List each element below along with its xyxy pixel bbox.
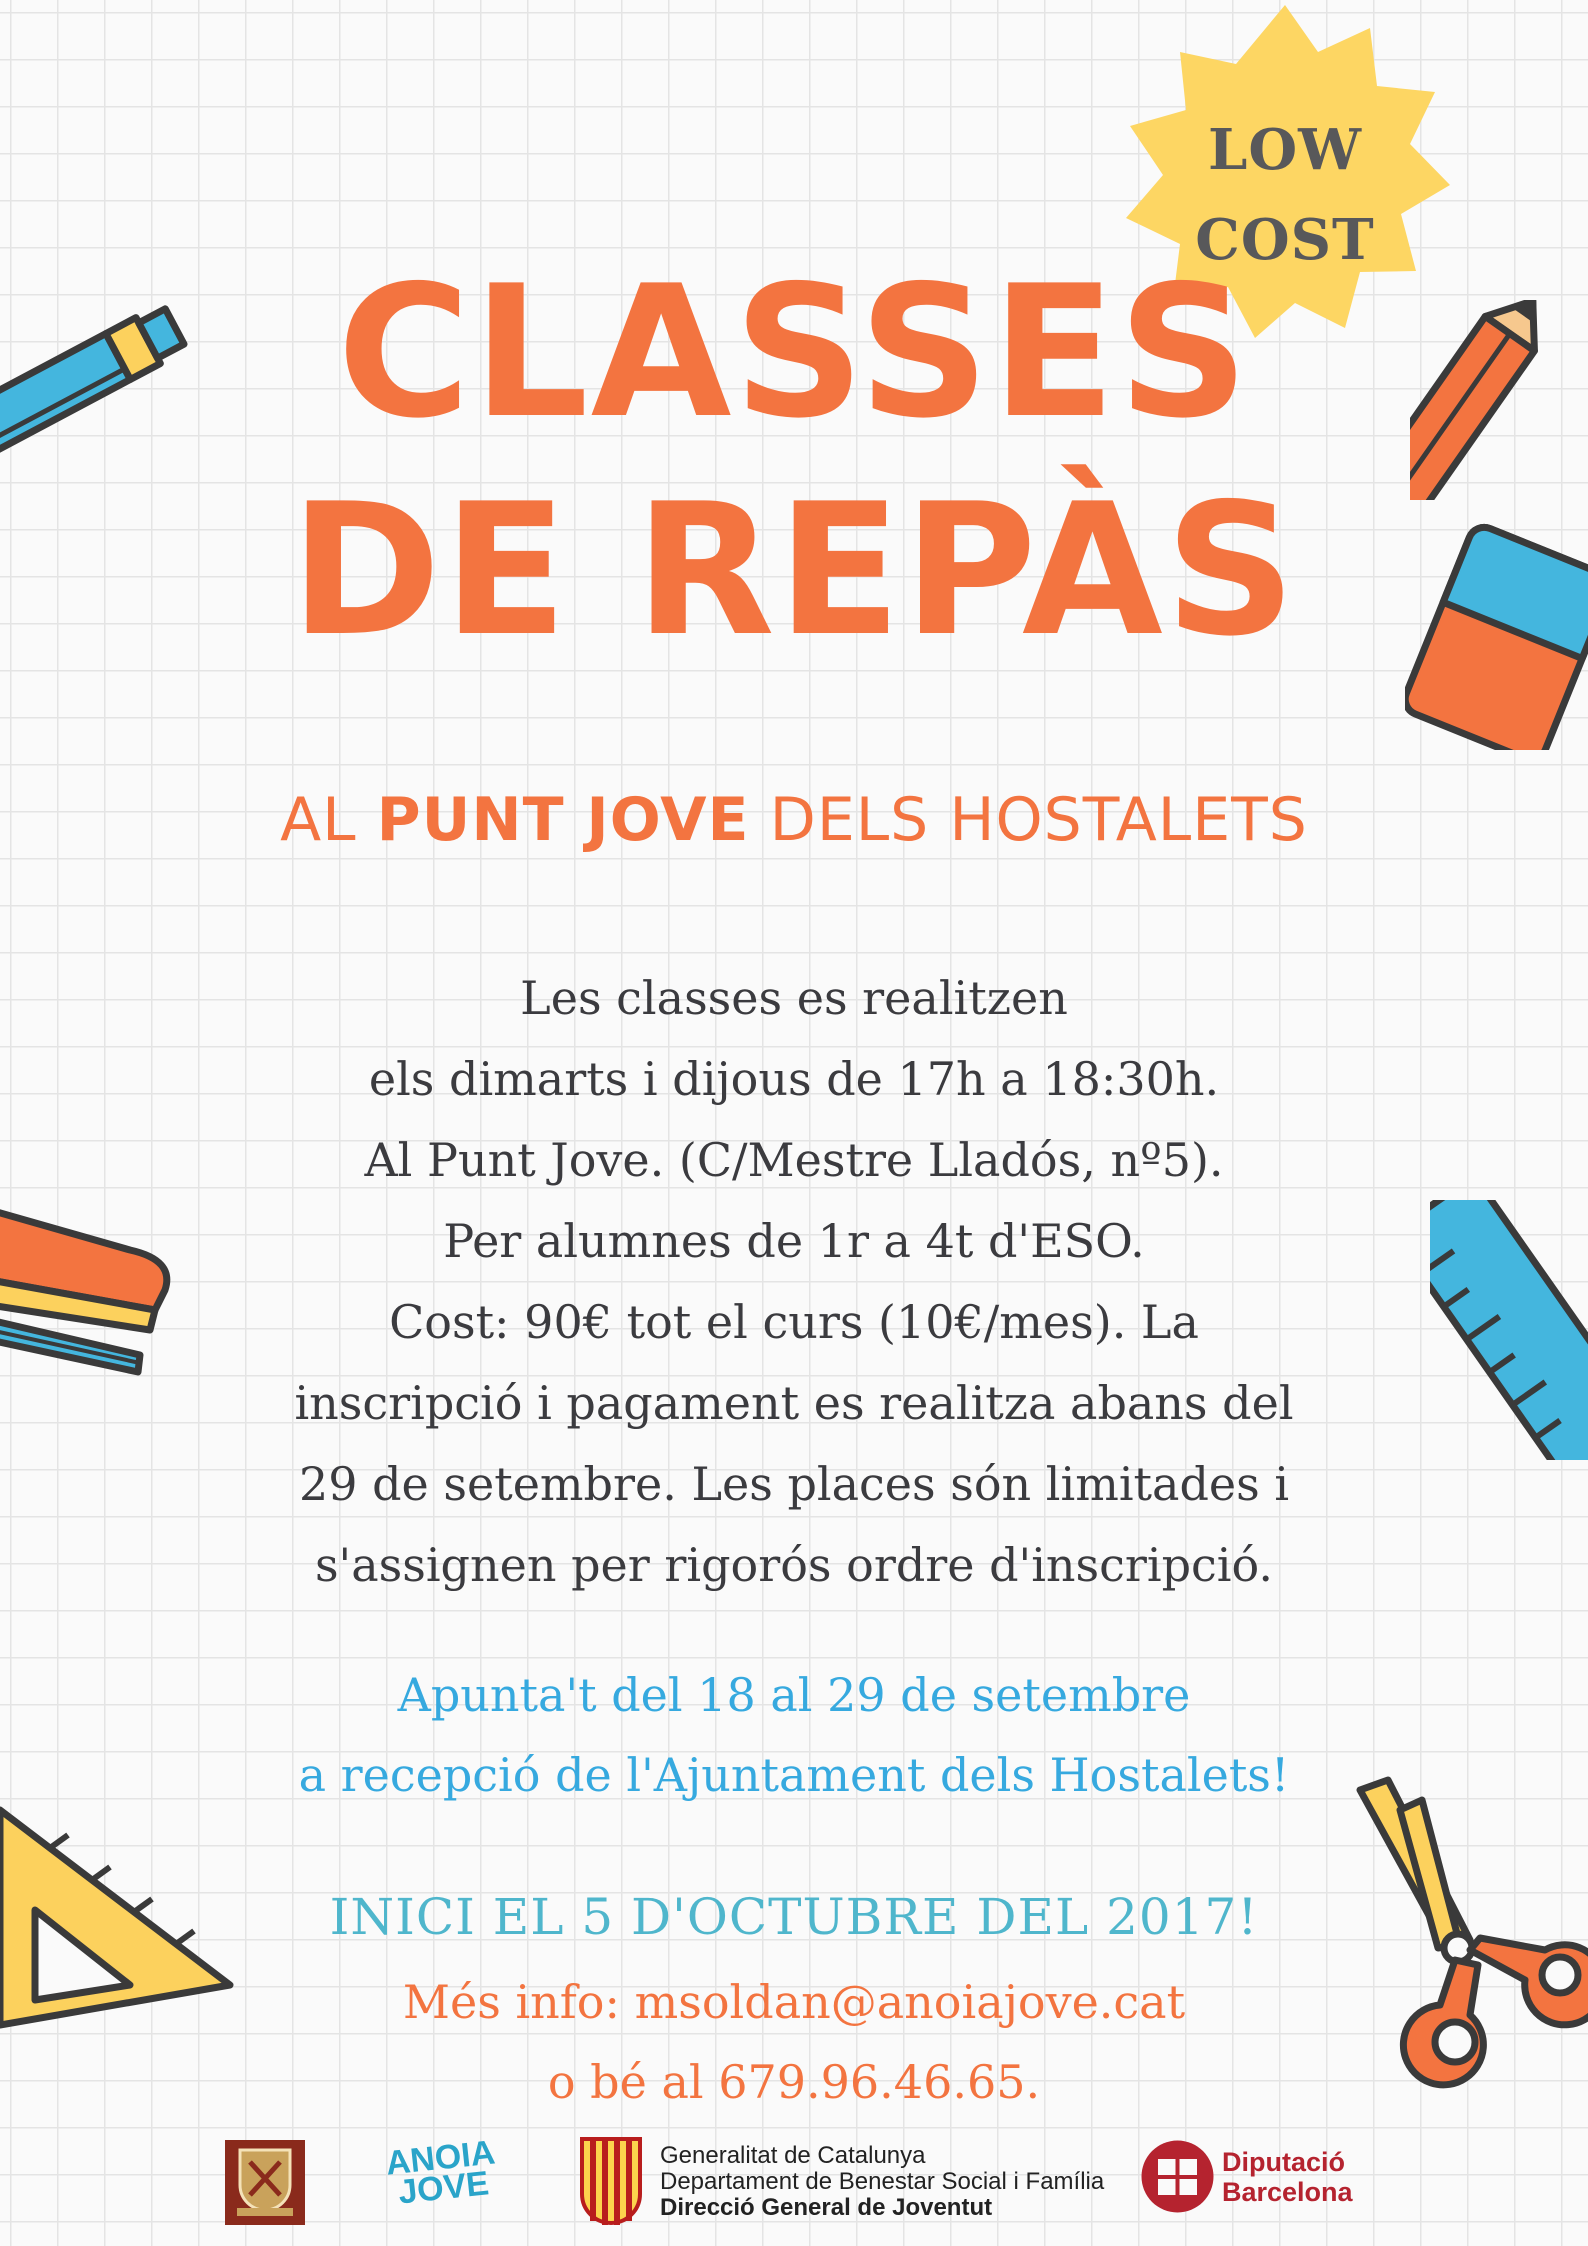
body-line: Per alumnes de 1r a 4t d'ESO. <box>443 1214 1145 1268</box>
body-line: Les classes es realitzen <box>520 971 1068 1025</box>
body-line: els dimarts i dijous de 17h a 18:30h. <box>368 1052 1220 1106</box>
generalitat-text <box>660 2143 1104 2221</box>
body-line: s'assignen per rigorós ordre d'inscripció. <box>314 1538 1274 1592</box>
signup-text <box>0 1655 1588 1815</box>
body-line: Al Punt Jove. (C/Mestre Lladós, nº5). <box>364 1133 1224 1187</box>
generalitat-line-2: Departament de Benestar Social i Família <box>660 2168 1105 2195</box>
subtitle-suffix: DELS HOSTALETS <box>769 785 1308 855</box>
generalitat-line-3: Direcció General de Joventut <box>660 2194 993 2221</box>
body-text <box>0 958 1588 1606</box>
subtitle <box>0 780 1588 860</box>
body-line: inscripció i pagament es realitza abans del <box>294 1376 1294 1430</box>
info-email-line[interactable]: Més info: msoldan@anoiajove.cat <box>402 1975 1186 2029</box>
diputacio-text <box>1222 2147 1353 2207</box>
signup-line-1: Apunta't del 18 al 29 de setembre <box>397 1668 1191 1722</box>
signup-line-2: a recepció de l'Ajuntament dels Hostalets! <box>298 1748 1290 1802</box>
ajuntament-coat-of-arms-icon <box>225 2140 305 2225</box>
diputacio-line-2: Barcelona <box>1222 2177 1353 2207</box>
generalitat-shield-icon <box>580 2137 642 2227</box>
subtitle-highlight: PUNT JOVE <box>376 785 750 855</box>
badge-line-1: LOW <box>1207 117 1363 183</box>
start-date: INICI EL 5 D'OCTUBRE DEL 2017! <box>329 1888 1259 1946</box>
body-line: 29 de setembre. Les places són limitades i <box>298 1457 1290 1511</box>
title-line-1: CLASSES <box>337 246 1251 458</box>
title-line-2: DE REPÀS <box>290 464 1298 676</box>
badge-line-2: COST <box>1195 207 1375 273</box>
diputacio-line-1: Diputació <box>1222 2147 1346 2177</box>
body-line: Cost: 90€ tot el curs (10€/mes). La <box>389 1295 1199 1349</box>
info-phone-line[interactable]: o bé al 679.96.46.65. <box>547 2055 1041 2109</box>
contact-info <box>0 1962 1588 2122</box>
anoia-jove-logo: ANOIA JOVE <box>383 2133 497 2212</box>
generalitat-line-1: Generalitat de Catalunya <box>660 2142 926 2169</box>
subtitle-prefix: AL <box>280 785 357 855</box>
sponsor-logos <box>0 2125 1588 2235</box>
diputacio-seal-icon <box>1140 2139 1215 2214</box>
